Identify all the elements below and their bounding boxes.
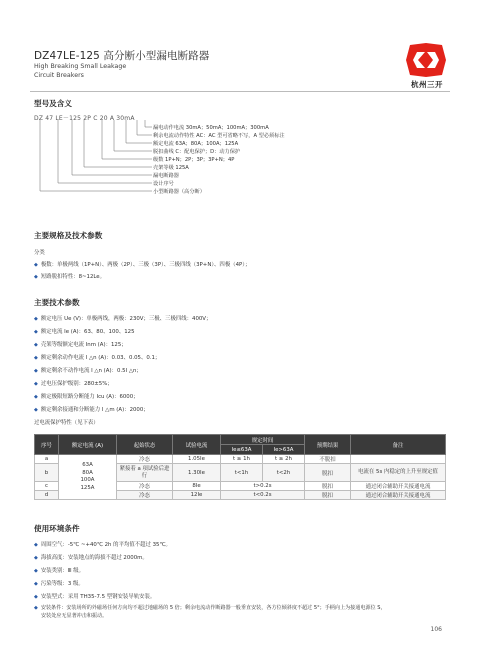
model-label-3: 额定电流 63A；80A；100A；125A [153, 141, 239, 147]
overcurrent-table [34, 434, 446, 500]
table-row: a 63A 80A 100A 125A 冷态 1.05Ie t ≥ 1h t ≥ 2h 不脱扣 [35, 455, 446, 464]
bullet-icon: ◆ [34, 274, 38, 280]
bullet-icon: ◆ [34, 262, 38, 268]
subtitle-line-1: High Breaking Small Leakage [34, 63, 127, 70]
bullet-icon: ◆ [34, 594, 38, 600]
model-label-2: 剩余电流动作特性 AC：AC 型可省略不写，A 型必须标注 [153, 133, 285, 139]
model-label-6: 壳架等级 125A [153, 165, 189, 171]
page-title: DZ47LE-125 高分断小型漏电断路器 [34, 50, 210, 62]
bullet-icon: ◆ [34, 568, 38, 574]
th-time: 规定时间 [221, 435, 305, 445]
bullet-icon: ◆ [34, 581, 38, 587]
bullet-icon: ◆ [34, 355, 38, 361]
param-item: ◆ 壳架等级额定电流 Inm (A)：125； [34, 342, 127, 348]
env-item: ◆ 海拔高度：安装地点的海拔不超过 2000m。 [34, 555, 148, 561]
param-item: ◆ 额定极限短路分断能力 Icu (A)：6000； [34, 394, 139, 400]
bullet-icon: ◆ [34, 368, 38, 374]
model-code: DZ 47 LE－125 2P C 20 A 30mA [34, 115, 135, 122]
param-item: ◆ 额定电压 Ue (V)：单极两线，两极：230V；三极、三极四线：400V； [34, 316, 212, 322]
section-heading-params: 主要技术参数 [34, 298, 80, 307]
page-number: 106 [430, 626, 442, 633]
model-label-7: 漏电断路器 [153, 173, 179, 179]
bullet-icon: ◆ [34, 394, 38, 400]
env-item-continued: 安装处应无显著冲击和振动。 [41, 613, 108, 619]
env-item: ◆ 安装类别：Ⅲ 级。 [34, 568, 85, 574]
env-item: ◆ 安装条件：安装场所的外磁场任何方向均不超过地磁场的 5 倍；剩余电流动作断路器一般垂直安装，各方位倾斜度不超过 5°；手柄向上为接通电源位 S， [34, 605, 386, 611]
bullet-icon: ◆ [34, 542, 38, 548]
param-item: ◆ 额定剩余接通和分断能力 I △m (A)：2000； [34, 407, 149, 413]
model-label-4: 脱扣曲线 C：配电保护；D：动力保护 [153, 149, 241, 155]
th-current: 额定电流 (A) [59, 435, 117, 455]
th-state: 起始状态 [117, 435, 173, 455]
th-seq: 序号 [35, 435, 59, 455]
param-item: ◆ 额定剩余不动作电流 I △n (A)：0.5I △n； [34, 368, 142, 374]
param-item: ◆ 过电压保护级别：280±5%； [34, 381, 113, 387]
bullet-icon: ◆ [34, 342, 38, 348]
param-item: ◆ 额定电流 Ie (A)：63、80、100、125 [34, 329, 135, 335]
param-note: 过电流保护特性（见下表） [34, 420, 99, 426]
section-heading-specs: 主要规格及技术参数 [34, 231, 103, 240]
bullet-icon: ◆ [34, 407, 38, 413]
model-label-8: 设计序号 [153, 181, 174, 187]
param-item: ◆ 额定剩余动作电流 I △n (A)：0.03、0.05、0.1； [34, 355, 161, 361]
env-item: ◆ 周围空气：-5℃ ~+40℃ 2h 的平均值不超过 35℃。 [34, 542, 171, 548]
table-row: b 紧接着 a 项试验后进行 1.30Ie t<1h t<2h 脱扣 电流在 5s 内稳定的上升至规定值 [35, 464, 446, 482]
bullet-icon: ◆ [34, 605, 38, 611]
bullet-icon: ◆ [34, 316, 38, 322]
model-label-1: 漏电动作电流 30mA；50mA；100mA；300mA [153, 125, 269, 131]
subtitle-line-2: Circuit Breakers [34, 72, 84, 79]
bullet-icon: ◆ [34, 555, 38, 561]
bullet-icon: ◆ [34, 381, 38, 387]
th-remark: 备注 [351, 435, 446, 455]
model-label-9: 小型断路器（高分断） [153, 189, 205, 195]
specs-item: ◆ 极数：单极两线（1P+N）、两极（2P）、三极（3P）、三极四线（3P+N）、四极（4P）； [34, 262, 251, 268]
section-heading-environment: 使用环境条件 [34, 524, 80, 533]
model-label-5: 级数 1P+N；2P；3P；3P+N；4P [153, 157, 235, 163]
env-item: ◆ 安装型式：采用 TH35-7.5 型钢安装导轨安装。 [34, 594, 156, 600]
env-item: ◆ 污染等级：3 级。 [34, 581, 84, 587]
th-time-b: Ie>63A [263, 445, 305, 455]
th-result: 预期结果 [305, 435, 351, 455]
th-test-current: 试验电流 [173, 435, 221, 455]
section-heading-model: 型号及含义 [34, 99, 72, 108]
bullet-icon: ◆ [34, 329, 38, 335]
header-divider [30, 91, 450, 92]
current-values-cell: 63A 80A 100A 125A [59, 455, 117, 500]
brand-logo [402, 42, 450, 78]
table-row: d 冷态 12Ie t<0.2s 脱扣 通过闭合辅助开关接通电流 [35, 491, 446, 500]
specs-subheading: 分类 [34, 250, 45, 256]
brand-name: 杭州三开 [411, 80, 443, 89]
th-time-a: Ie≤63A [221, 445, 263, 455]
table-row: c 冷态 8Ie t>0.2s 脱扣 通过闭合辅助开关接通电流 [35, 482, 446, 491]
specs-item: ◆ 短路脱扣特性：8~12Le。 [34, 274, 106, 280]
